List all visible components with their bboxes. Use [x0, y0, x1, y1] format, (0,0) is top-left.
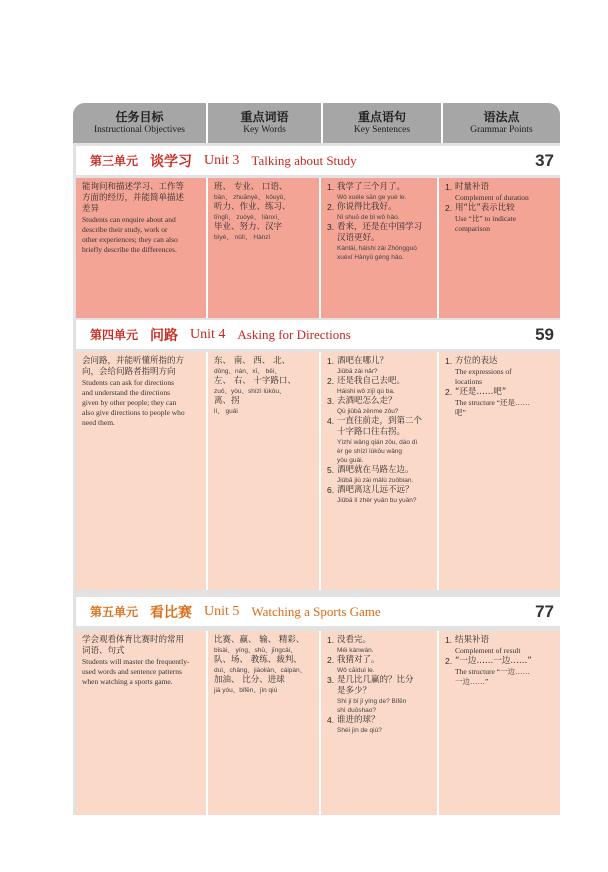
- unit-4-row: [76, 352, 560, 590]
- grammar-number: 2.: [445, 203, 453, 213]
- grammar-en: 吧”: [455, 408, 466, 417]
- sentence-item: [327, 356, 431, 376]
- unit-5-title-bar: [76, 597, 560, 626]
- unit-5-key-sentences: [321, 631, 439, 815]
- sentence-pinyin: xuéxí Hànyǔ gèng hǎo.: [337, 254, 404, 261]
- objective-en-line: when watching a sports game.: [82, 677, 173, 686]
- grammar-zh: 用“比”表示比较: [455, 203, 515, 213]
- unit-5-page-number: 77: [535, 601, 554, 621]
- unit-3-key-sentences: [321, 178, 439, 318]
- sentence-zh: 十字路口往右拐。: [337, 427, 406, 437]
- sentence-pinyin: Shéi jìn de qiú?: [337, 727, 382, 734]
- grammar-zh: “还是……吧”: [455, 387, 507, 397]
- unit-3-row: [76, 178, 560, 318]
- word-pinyin-line: dōng、nán、xī、 běi、: [214, 368, 281, 375]
- objective-en-line: used words and sentence patterns: [82, 667, 182, 676]
- objective-en-line: Students will master the frequently-: [82, 657, 190, 666]
- grammar-item: [445, 203, 554, 234]
- grammar-number: 2.: [445, 387, 453, 397]
- word-zh-line: 加油、 比分、进球: [214, 675, 285, 685]
- grammar-en: comparison: [455, 224, 490, 233]
- unit-3-cn-name: 谈学习: [150, 153, 193, 170]
- sentence-zh: 你说得比我好。: [337, 202, 397, 212]
- sentence-item: [327, 182, 431, 202]
- sentence-item: [327, 635, 431, 655]
- word-pinyin-line: jiā yóu、bǐfēn、jìn qiú: [214, 687, 278, 694]
- word-zh-line: 队、场、 教练、裁判、: [214, 655, 302, 665]
- sentence-pinyin: yòu guǎi.: [337, 457, 364, 464]
- grammar-number: 1.: [445, 182, 453, 192]
- sentence-pinyin: Jiǔbā jiù zài mǎlù zuǒbian.: [337, 477, 414, 484]
- objective-zh-line: 差异: [82, 204, 100, 214]
- grammar-item: [445, 656, 554, 687]
- unit-4-en-name: Asking for Directions: [237, 326, 351, 342]
- objective-zh-line: 向，会给问路者指明方向: [82, 367, 176, 377]
- grammar-number: 1.: [445, 356, 453, 366]
- objective-en-line: describe their study, work or: [82, 225, 168, 234]
- unit-3-en-name: Talking about Study: [251, 152, 357, 168]
- header-key-words-en: Key Words: [243, 125, 286, 135]
- grammar-en: 一边……”: [455, 677, 489, 686]
- sentence-number: 5.: [327, 465, 335, 475]
- unit-4-key-words: [208, 352, 321, 590]
- unit-3-title-bar: [76, 146, 560, 175]
- unit-4-title-bar: [76, 320, 560, 349]
- grammar-en: locations: [455, 377, 483, 386]
- header-objectives-en: Instructional Objectives: [93, 125, 185, 135]
- unit-3-objectives: [76, 178, 208, 318]
- header-grammar-points: [443, 103, 560, 143]
- unit-3-page-number: 37: [535, 150, 554, 170]
- grammar-item: [445, 635, 554, 656]
- unit-4-cn-name: 问路: [150, 327, 179, 344]
- objective-en-line: need them.: [82, 418, 115, 427]
- grammar-item: [445, 356, 554, 387]
- sentence-pinyin: Nǐ shuō de bǐ wǒ hǎo.: [337, 214, 400, 221]
- unit-3-key-words: [208, 178, 321, 318]
- grammar-number: 2.: [445, 656, 453, 666]
- word-zh-line: 左、 右、 十字路口、: [214, 376, 296, 386]
- header-objectives: [73, 103, 208, 143]
- sentence-item: [327, 222, 431, 262]
- sentence-zh: 我猜对了。: [337, 655, 380, 665]
- sentence-item: [327, 715, 431, 735]
- objective-zh-line: 方面的经历，并能简单描述: [82, 193, 185, 203]
- sentence-pinyin: Wǒ xuéle sān ge yuè le.: [337, 194, 407, 201]
- sentence-pinyin: Kànlái, háishi zài Zhōngguó: [337, 245, 417, 252]
- unit-5-objectives: [76, 631, 208, 815]
- sentence-number: 6.: [327, 485, 335, 495]
- sentence-pinyin: Qù jiǔbā zěnme zǒu?: [337, 408, 399, 415]
- header-key-words-zh: 重点词语: [240, 110, 289, 124]
- unit-3-cn-number: 第三单元: [90, 154, 139, 168]
- word-pinyin-line: bān、 zhuānyè、 kǒuyǔ、: [214, 194, 290, 201]
- unit-4-key-sentences: [321, 352, 439, 590]
- objective-zh-line: 会问路，并能听懂所指的方: [82, 356, 185, 366]
- unit-5-en-unit: Unit 5: [204, 603, 240, 619]
- sentence-zh: 是几比几赢的？比分: [337, 675, 414, 685]
- unit-5-en-name: Watching a Sports Game: [251, 603, 381, 619]
- sentence-item: [327, 376, 431, 396]
- objective-zh-line: 学会观看体育比赛时的常用: [82, 635, 185, 645]
- sentence-number: 3.: [327, 222, 335, 232]
- sentence-pinyin: Jiǔbā lí zhèr yuǎn bu yuǎn?: [337, 497, 417, 504]
- sentence-zh: 汉语更好。: [337, 233, 380, 243]
- grammar-number: 1.: [445, 635, 453, 645]
- sentence-pinyin: shì duōshao?: [337, 707, 377, 714]
- grammar-zh: 方位的表达: [455, 356, 498, 366]
- sentence-number: 3.: [327, 675, 335, 685]
- grammar-zh: 结果补语: [455, 635, 490, 645]
- word-zh-line: 离、拐: [214, 396, 240, 406]
- sentence-number: 1.: [327, 356, 335, 366]
- objective-en-line: also give directions to people who: [82, 408, 185, 417]
- sentence-number: 2.: [327, 376, 335, 386]
- unit-5-cn-number: 第五单元: [90, 605, 139, 619]
- word-zh-line: 听力、作业、练习、: [214, 202, 291, 212]
- unit-4-objectives: [76, 352, 208, 590]
- grammar-en: The expressions of: [455, 367, 512, 376]
- objective-en-line: briefly describe the differences.: [82, 245, 177, 254]
- sentence-zh: 酒吧就在马路左边。: [337, 465, 414, 475]
- unit-5-key-words: [208, 631, 321, 815]
- sentence-item: [327, 416, 431, 465]
- unit-5-cn-name: 看比赛: [150, 604, 193, 621]
- header-key-sentences-en: Key Sentences: [353, 125, 411, 135]
- table-header: [73, 103, 560, 143]
- unit-5-grammar-points: [439, 631, 560, 815]
- header-key-sentences: [323, 103, 443, 143]
- sentence-zh: 去酒吧怎么走？: [337, 396, 397, 406]
- header-grammar-points-en: Grammar Points: [470, 125, 533, 135]
- sentence-pinyin: Háishi wǒ zìjǐ qù ba.: [337, 388, 395, 395]
- grammar-en: The structure “一边……: [455, 667, 530, 676]
- grammar-en: The structure “还是……: [455, 398, 530, 407]
- unit-4-cn-number: 第四单元: [90, 328, 139, 342]
- sentence-zh: 看来，还是在中国学习: [337, 222, 423, 232]
- unit-4-en-unit: Unit 4: [190, 326, 226, 342]
- word-pinyin-line: tīnglì、 zuòyè、 liànxí、: [214, 214, 284, 221]
- word-zh-line: 比赛、赢、 输、 精彩、: [214, 635, 305, 645]
- sentence-zh: 我学了三个月了。: [337, 182, 406, 192]
- objective-zh-line: 词语、句式: [82, 646, 125, 656]
- sentence-zh: 酒吧离这儿远不远？: [337, 485, 414, 495]
- grammar-en: Use “比” to indicate: [455, 214, 517, 223]
- objective-en-line: Students can enquire about and: [82, 215, 176, 224]
- word-pinyin-line: duì、chǎng、jiàoliàn、cáipàn、: [214, 667, 307, 674]
- sentence-pinyin: Wǒ cāiduì le.: [337, 667, 375, 674]
- objective-en-line: Students can ask for directions: [82, 378, 175, 387]
- sentence-zh: 酒吧在哪儿？: [337, 356, 389, 366]
- grammar-zh: 时量补语: [455, 182, 490, 192]
- sentence-pinyin: Yìzhí wǎng qián zǒu, dào dì: [337, 439, 418, 446]
- grammar-item: [445, 182, 554, 203]
- objective-en-line: other experiences; they can also: [82, 235, 178, 244]
- sentence-item: [327, 465, 431, 485]
- header-grammar-points-zh: 语法点: [483, 110, 520, 124]
- unit-5-row: [76, 631, 560, 815]
- word-pinyin-line: bǐsài、 yíng、shū、jīngcǎi、: [214, 647, 297, 654]
- word-pinyin-line: bìyè、 nǔlì、 Hànzì: [214, 234, 271, 241]
- unit-3-grammar-points: [439, 178, 560, 318]
- sentence-number: 4.: [327, 715, 335, 725]
- sentence-item: [327, 396, 431, 416]
- sentence-pinyin: Méi kànwán.: [337, 647, 374, 654]
- unit-4-grammar-points: [439, 352, 560, 590]
- header-key-sentences-zh: 重点语句: [357, 110, 406, 124]
- sentence-zh: 是多少？: [337, 686, 372, 696]
- sentence-pinyin: Shì jǐ bǐ jǐ yíng de? Bǐfēn: [337, 698, 407, 705]
- sentence-zh: 谁进的球？: [337, 715, 380, 725]
- sentence-number: 1.: [327, 182, 335, 192]
- sentence-item: [327, 485, 431, 505]
- word-pinyin-line: lí、 guǎi: [214, 408, 238, 415]
- sentence-item: [327, 202, 431, 222]
- word-zh-line: 东、 南、 西、 北、: [214, 356, 291, 366]
- header-objectives-zh: 任务目标: [115, 110, 164, 124]
- sentence-number: 4.: [327, 416, 335, 426]
- sentence-zh: 没看完。: [337, 635, 372, 645]
- sentence-item: [327, 675, 431, 715]
- header-key-words: [208, 103, 323, 143]
- word-zh-line: 班、 专业、 口语、: [214, 182, 288, 192]
- sentence-zh: 一直往前走，到第二个: [337, 416, 423, 426]
- unit-4-page-number: 59: [535, 324, 554, 344]
- grammar-item: [445, 387, 554, 418]
- grammar-zh: “一边……一边……”: [455, 656, 532, 666]
- objective-zh-line: 能询问和描述学习、工作等: [82, 182, 185, 192]
- sentence-item: [327, 655, 431, 675]
- sentence-zh: 还是我自己去吧。: [337, 376, 406, 386]
- table-frame: [73, 103, 560, 815]
- sentence-number: 3.: [327, 396, 335, 406]
- sentence-number: 2.: [327, 202, 335, 212]
- sentence-number: 1.: [327, 635, 335, 645]
- objective-en-line: and understand the directions: [82, 388, 171, 397]
- grammar-en: Complement of result: [455, 646, 521, 655]
- unit-3-en-unit: Unit 3: [204, 152, 240, 168]
- sentence-number: 2.: [327, 655, 335, 665]
- sentence-pinyin: èr ge shízì lùkǒu wǎng: [337, 448, 403, 455]
- word-pinyin-line: zuǒ、yòu、shízì lùkǒu、: [214, 388, 286, 395]
- sentence-pinyin: Jiǔbā zài nǎr?: [337, 368, 378, 375]
- grammar-en: Complement of duration: [455, 193, 529, 202]
- objective-en-line: given by other people; they can: [82, 398, 177, 407]
- word-zh-line: 毕业、努力、汉字: [214, 222, 283, 232]
